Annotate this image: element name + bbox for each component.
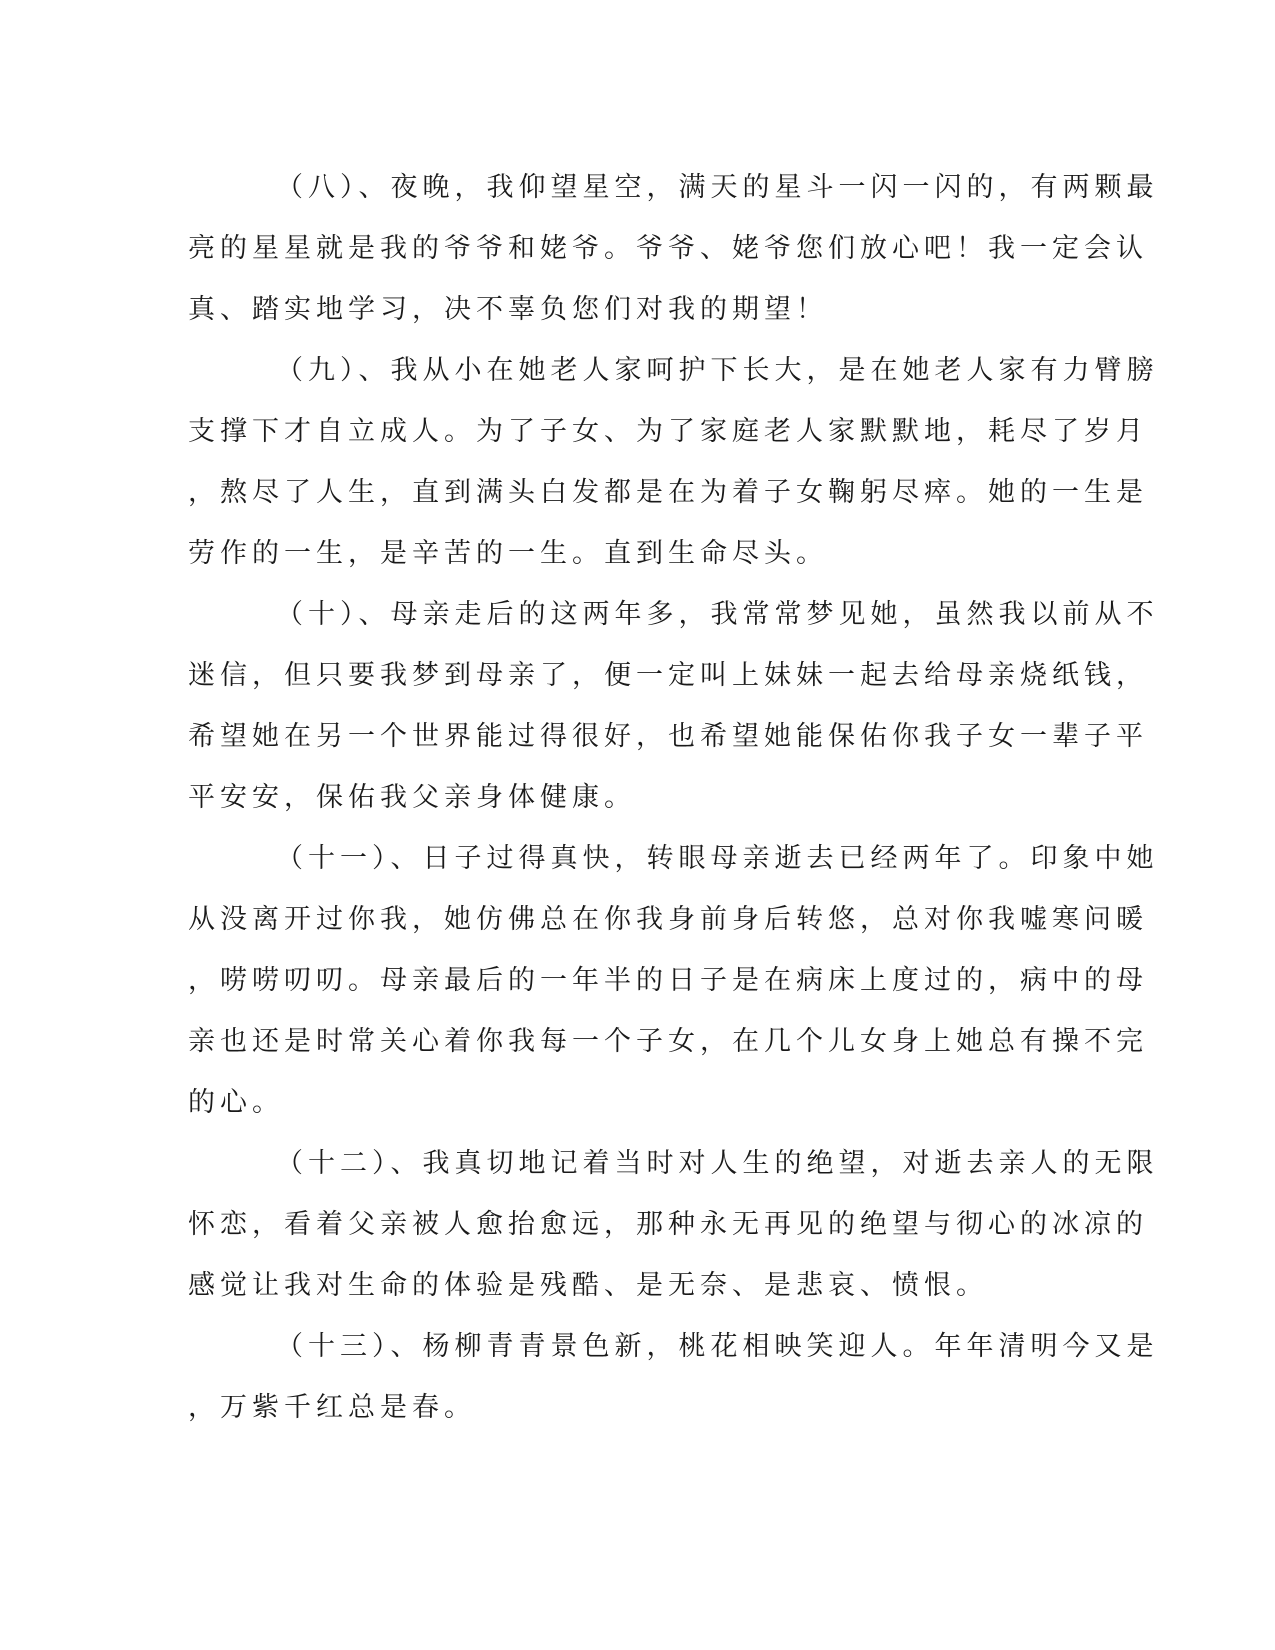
paragraph-line: ，唠唠叨叨。母亲最后的一年半的日子是在病床上度过的，病中的母 xyxy=(188,965,1148,996)
paragraph-line: 真、踏实地学习，决不辜负您们对我的期望！ xyxy=(188,294,828,325)
paragraph-line: （十一）、日子过得真快，转眼母亲逝去已经两年了。印象中她 xyxy=(276,843,1159,874)
paragraph-8 xyxy=(188,157,1159,340)
paragraph-10 xyxy=(188,584,1159,828)
paragraph-9 xyxy=(188,340,1159,584)
paragraph-line: ，熬尽了人生，直到满头白发都是在为着子女鞠躬尽瘁。她的一生是 xyxy=(188,477,1148,508)
paragraph-line: 平安安，保佑我父亲身体健康。 xyxy=(188,782,636,813)
paragraph-line: （十二）、我真切地记着当时对人生的绝望，对逝去亲人的无限 xyxy=(276,1148,1159,1179)
paragraph-line: 希望她在另一个世界能过得很好，也希望她能保佑你我子女一辈子平 xyxy=(188,721,1148,752)
paragraph-line: 亲也还是时常关心着你我每一个子女，在几个儿女身上她总有操不完 xyxy=(188,1026,1148,1057)
paragraph-line: 感觉让我对生命的体验是残酷、是无奈、是悲哀、愤恨。 xyxy=(188,1270,988,1301)
paragraph-line: 从没离开过你我，她仿佛总在你我身前身后转悠，总对你我嘘寒问暖 xyxy=(188,904,1148,935)
paragraph-12 xyxy=(188,1133,1159,1316)
paragraph-line: 亮的星星就是我的爷爷和姥爷。爷爷、姥爷您们放心吧！我一定会认 xyxy=(188,233,1148,264)
document-body xyxy=(188,157,1159,1438)
paragraph-line: 迷信，但只要我梦到母亲了，便一定叫上妹妹一起去给母亲烧纸钱， xyxy=(188,660,1148,691)
paragraph-line: （九）、我从小在她老人家呵护下长大，是在她老人家有力臂膀 xyxy=(276,355,1159,386)
paragraph-line: （八）、夜晚，我仰望星空，满天的星斗一闪一闪的，有两颗最 xyxy=(276,172,1159,203)
paragraph-line: 的心。 xyxy=(188,1087,284,1118)
paragraph-line: ，万紫千红总是春。 xyxy=(188,1392,476,1423)
paragraph-line: 支撑下才自立成人。为了子女、为了家庭老人家默默地，耗尽了岁月 xyxy=(188,416,1148,447)
paragraph-line: 劳作的一生，是辛苦的一生。直到生命尽头。 xyxy=(188,538,828,569)
paragraph-line: 怀恋，看着父亲被人愈抬愈远，那种永无再见的绝望与彻心的冰凉的 xyxy=(188,1209,1148,1240)
paragraph-line: （十三）、杨柳青青景色新，桃花相映笑迎人。年年清明今又是 xyxy=(276,1331,1159,1362)
paragraph-line: （十）、母亲走后的这两年多，我常常梦见她，虽然我以前从不 xyxy=(276,599,1159,630)
paragraph-11 xyxy=(188,828,1159,1133)
paragraph-13 xyxy=(188,1316,1159,1438)
